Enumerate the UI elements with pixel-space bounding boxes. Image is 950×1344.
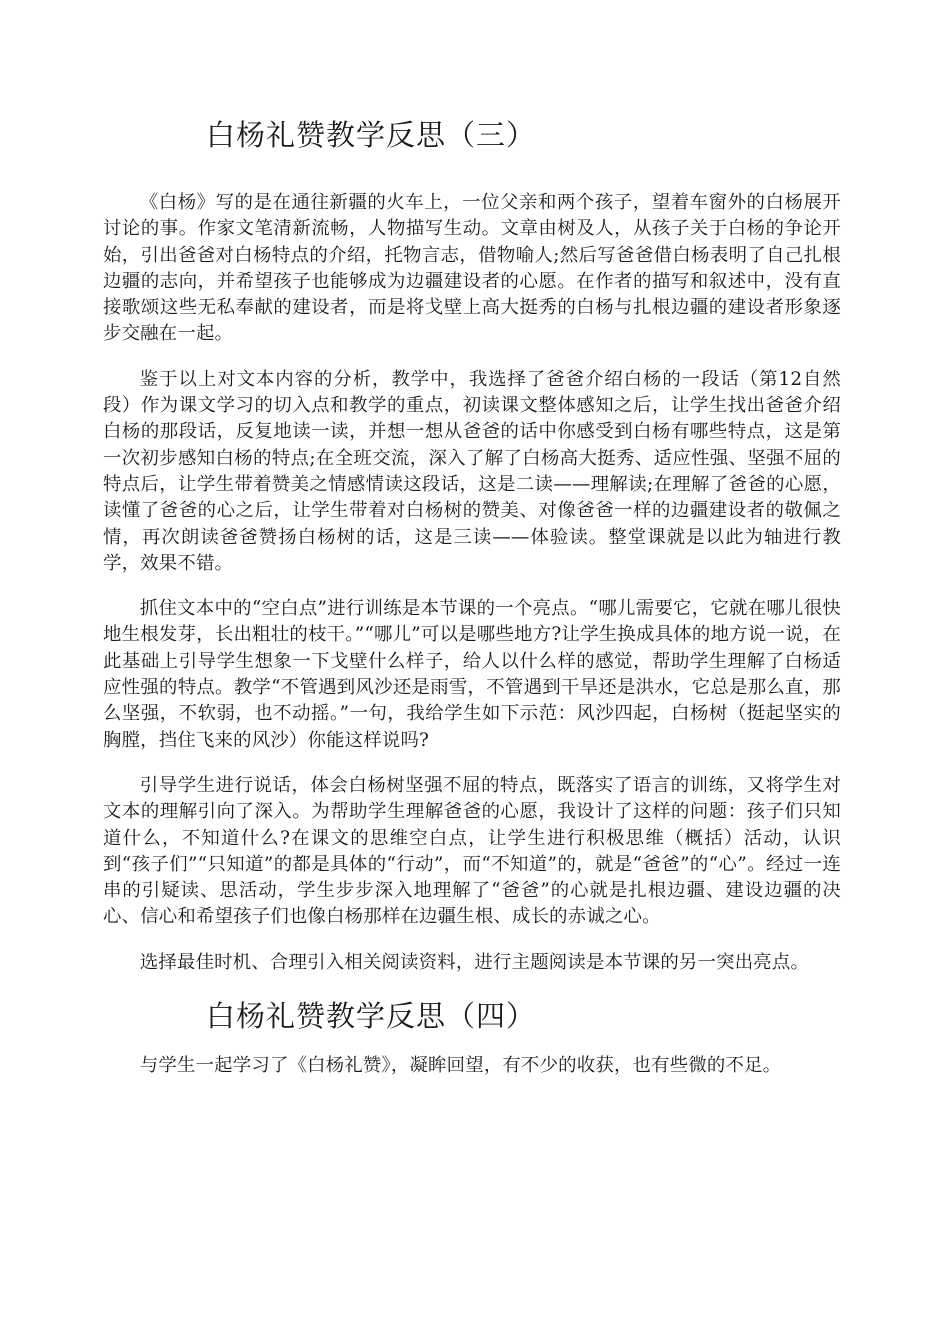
- paragraph: 抓住文本中的“空白点”进行训练是本节课的一个亮点。“哪儿需要它，它就在哪儿很快地生根发芽，长出粗壮的枝干。”“哪儿”可以是哪些地方?让学生换成具体的地方说一说，在此基础上引导学生想象一下戈壁什么样子，给人以什么样的感觉，帮助学生理解了白杨适应性强的特点。教学“不管遇到风沙还是雨雪，不管遇到干旱还是洪水，它总是那么直，那么坚强，不软弱，也不动摇。”一句，我给学生如下示范：风沙四起，白杨树（挺起坚实的胸膛，挡住飞来的风沙）你能这样说吗?: [103, 598, 841, 751]
- paragraph: 与学生一起学习了《白杨礼赞》，凝眸回望，有不少的收获，也有些微的不足。: [139, 1055, 782, 1077]
- paragraph: 引导学生进行说话，体会白杨树坚强不屈的特点，既落实了语言的训练，又将学生对文本的理解引向了深入。为帮助学生理解爸爸的心愿，我设计了这样的问题：孩子们只知道什么，不知道什么?在课文的思维空白点，让学生进行积极思维（概括）活动，认识到“孩子们”“只知道”的都是具体的“行动”，而“不知道”的，就是“爸爸”的“心”。经过一连串的引疑读、思活动，学生步步深入地理解了“爸爸”的心就是扎根边疆、建设边疆的决心、信心和希望孩子们也像白杨那样在边疆生根、成长的赤诚之心。: [103, 774, 841, 928]
- document-body: [103, 0, 841, 1079]
- paragraph: 选择最佳时机、合理引入相关阅读资料，进行主题阅读是本节课的另一突出亮点。: [139, 951, 810, 973]
- paragraph: 《白杨》写的是在通往新疆的火车上，一位父亲和两个孩子，望着车窗外的白杨展开讨论的事。作家文笔清新流畅，人物描写生动。文章由树及人，从孩子关于白杨的争论开始，引出爸爸对白杨特点的介绍，托物言志，借物喻人;然后写爸爸借白杨表明了自己扎根边疆的志向，并希望孩子也能够成为边疆建设者的心愿。在作者的描写和叙述中，没有直接歌颂这些无私奉献的建设者，而是将戈壁上高大挺秀的白杨与扎根边疆的建设者形象逐步交融在一起。: [103, 192, 841, 345]
- section-title-3: 白杨礼赞教学反思（三）: [206, 118, 537, 152]
- paragraph: 鉴于以上对文本内容的分析，教学中，我选择了爸爸介绍白杨的一段话（第12自然段）作为课文学习的切入点和教学的重点，初读课文整体感知之后，让学生找出爸爸介绍白杨的那段话，反复地读一读，并想一想从爸爸的话中你感受到白杨有哪些特点，这是第一次初步感知白杨的特点;在全班交流，深入了解了白杨高大挺秀、适应性强、坚强不屈的特点后，让学生带着赞美之情感情读这段话，这是二读——理解读;在理解了爸爸的心愿，读懂了爸爸的心之后，让学生带着对白杨树的赞美、对像爸爸一样的边疆建设者的敬佩之情，再次朗读爸爸赞扬白杨树的话，这是三读——体验读。整堂课就是以此为轴进行教学，效果不错。: [103, 368, 841, 574]
- section-title-4: 白杨礼赞教学反思（四）: [206, 999, 537, 1034]
